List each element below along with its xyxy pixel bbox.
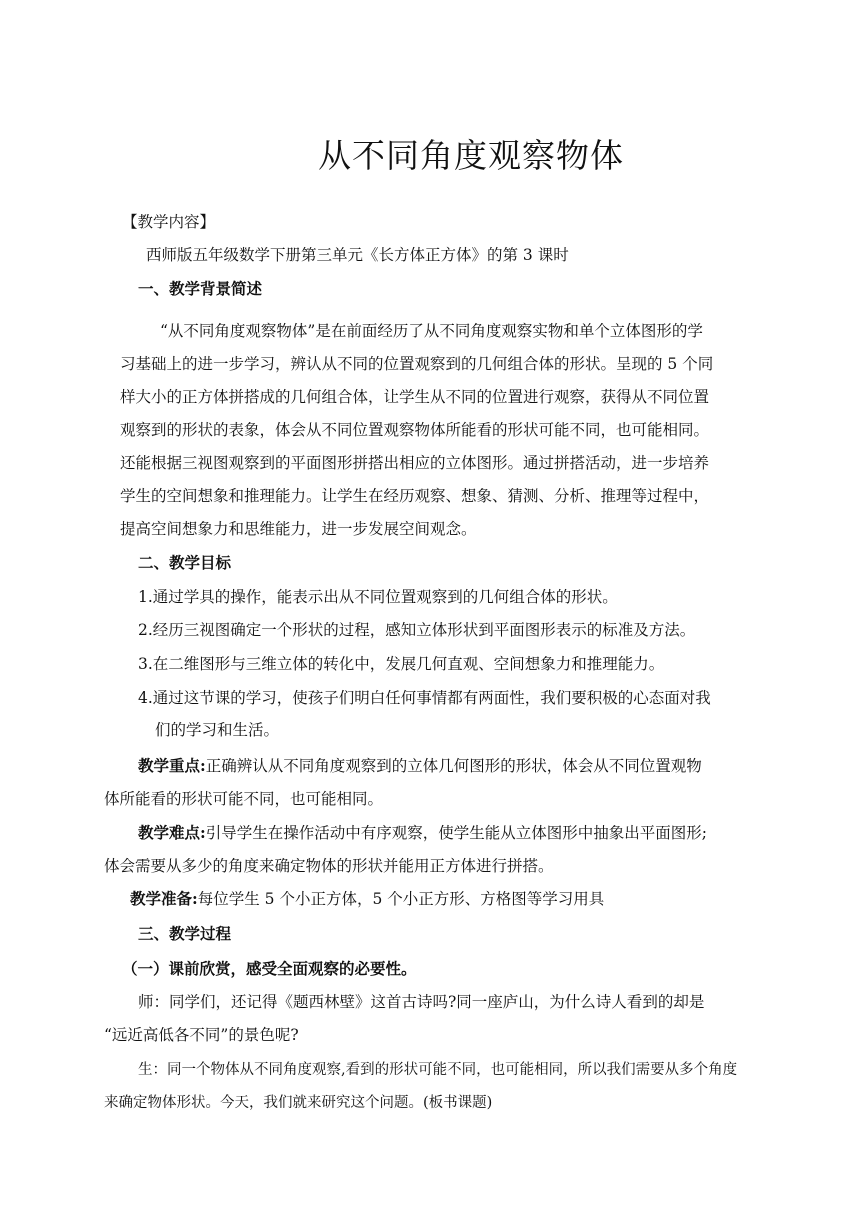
key-point-label: 教学重点: [138, 756, 206, 775]
teacher-line: 师：同学们，还记得《题西林壁》这首古诗吗?同一座庐山，为什么诗人看到的却是 [138, 993, 705, 1011]
difficulty-label: 教学难点: [138, 823, 206, 842]
preparation-text: 每位学生 5 个小正方体，5 个小正方形、方格图等学习用具 [197, 890, 605, 908]
section3-sub1: （一）课前欣赏，感受全面观察的必要性。 [122, 959, 417, 978]
teacher-line: “远近高低各不同”的景色呢? [104, 1026, 299, 1044]
student-line: 生：同一个物体从不同角度观察,看到的形状可能不同，也可能相同，所以我们需要从多个角度 [138, 1062, 738, 1078]
difficulty [138, 823, 707, 843]
preparation [130, 889, 604, 909]
objective-item: 2.经历三视图确定一个形状的过程，感知立体形状到平面图形表示的标准及方法。 [138, 621, 696, 639]
key-point-text: 正确辨认从不同角度观察到的立体几何图形的形状，体会从不同位置观物 [205, 757, 702, 775]
objective-item: 1.通过学具的操作，能表示出从不同位置观察到的几何组合体的形状。 [138, 588, 618, 606]
section1-heading: 一、教学背景简述 [138, 279, 263, 298]
objective-item: 4.通过这节课的学习，使孩子们明白任何事情都有两面性，我们要积极的心态面对我 [138, 689, 711, 707]
key-point [138, 756, 702, 776]
section1-line: 学生的空间想象和推理能力。让学生在经历观察、想象、猜测、分析、推理等过程中， [120, 487, 710, 505]
section3-heading: 三、教学过程 [138, 924, 232, 943]
page-title: 从不同角度观察物体 [318, 136, 624, 175]
section1-line: 样大小的正方体拼搭成的几何组合体，让学生从不同的位置进行观察，获得从不同位置 [120, 388, 710, 406]
content-header: 【教学内容】 [122, 213, 216, 231]
objective-item: 们的学习和生活。 [155, 721, 280, 739]
section1-line: 提高空间想象力和思维能力，进一步发展空间观念。 [120, 520, 477, 538]
section2-heading: 二、教学目标 [138, 553, 232, 572]
student-line: 来确定物体形状。今天，我们就来研究这个问题。(板书课题) [104, 1095, 493, 1111]
section1-line: 观察到的形状的表象，体会从不同位置观察物体所能看的形状可能不同，也可能相同。 [120, 421, 710, 439]
objective-item: 3.在二维图形与三维立体的转化中，发展几何直观、空间想象力和推理能力。 [138, 655, 665, 673]
content-text: 西师版五年级数学下册第三单元《长方体正方体》的第 3 课时 [146, 246, 569, 264]
key-point-continued: 体所能看的形状可能不同，也可能相同。 [104, 790, 384, 808]
difficulty-continued: 体会需要从多少的角度来确定物体的形状并能用正方体进行拼搭。 [104, 857, 554, 875]
section1-line: 习基础上的进一步学习，辨认从不同的位置观察到的几何组合体的形状。呈现的 5 个同 [120, 355, 714, 373]
section1-line: 还能根据三视图观察到的平面图形拼搭出相应的立体图形。通过拼搭活动，进一步培养 [120, 454, 710, 472]
section1-line: “从不同角度观察物体”是在前面经历了从不同角度观察实物和单个立体图形的学 [160, 322, 703, 340]
preparation-label: 教学准备: [130, 889, 198, 908]
difficulty-text: 引导学生在操作活动中有序观察，使学生能从立体图形中抽象出平面图形; [205, 824, 707, 842]
